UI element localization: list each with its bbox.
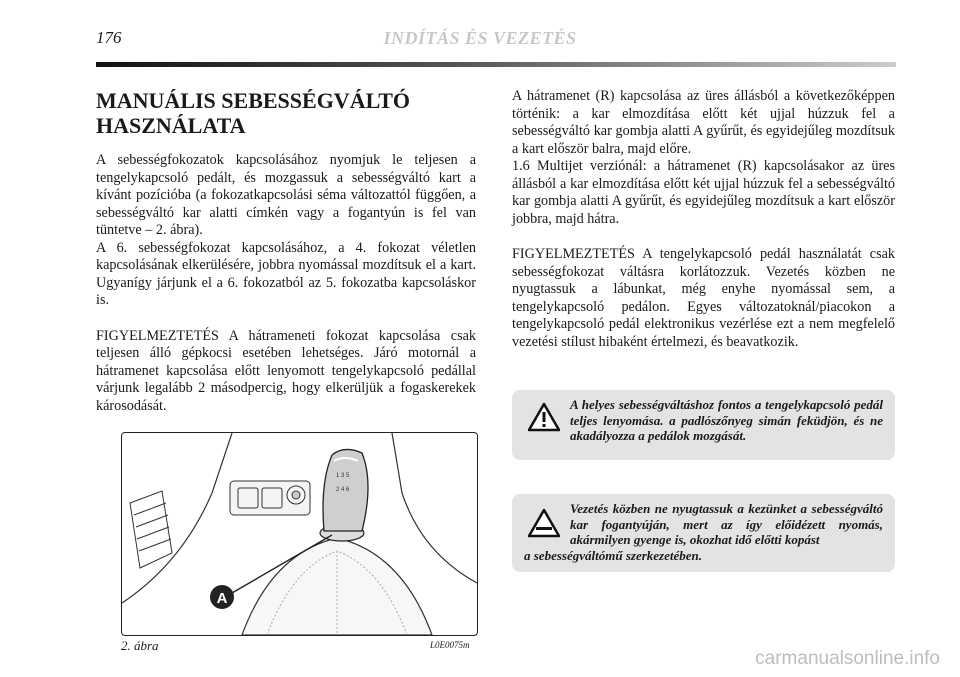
left-paragraph-2: A 6. sebességfokozat kapcsolásához, a 4. fokozat véletlen kapcsolásának elkerülésére, jobbra nyomással mozdítsuk el a kart. Ugyanígy járjunk el a 6. fokozatból az 5. fokozatba kapcsoláskor is.: [96, 239, 476, 308]
page-number: 176: [96, 28, 122, 47]
note-2-text-end: a sebességváltómű szerkezetében.: [524, 547, 703, 563]
svg-text:1 3 5: 1 3 5: [336, 473, 350, 479]
heading-line-1: MANUÁLIS SEBESSÉGVÁLTÓ: [96, 88, 411, 113]
note-2-text: Vezetés közben ne nyugtassuk a kezünket a sebességváltó kar fogantyúján, mert az így előidézett nyomás, akármilyen gyenge is, okozhat idő előtti kopást: [570, 501, 883, 547]
section-heading: [96, 88, 476, 138]
warning-triangle-icon: [528, 402, 560, 432]
right-paragraph-1: A hátramenet (R) kapcsolása az üres állásból a következőképpen történik: a kar elmozdítása előtt két ujjal húzzuk fel a sebességváltó kar gombja alatti A gyűrűt, és egyidejűleg mozdítsuk a kart először balra, majd előre.: [512, 88, 895, 157]
header-rule: [96, 62, 896, 67]
warning-note-clutch: [512, 390, 895, 460]
right-warning-paragraph: FIGYELMEZTETÉS A tengelykapcsoló pedál használatát csak sebességfokozat váltásra korlátozzuk. Vezetés közben ne nyugtassuk a lábunkat, még enyhe nyomással sem, a tengelykapcsoló pedálon. Egyes változatoknál/piacokon a tengelykapcsoló pedál elektronikus vezérlése ezt a nem megfelelő vezetési stílust hibaként értelmezi, és beavatkozik.: [512, 246, 895, 350]
callout-label-a: A: [216, 590, 228, 607]
figure-caption: 2. ábra: [121, 638, 159, 653]
figure-code: L0E0075m: [430, 640, 470, 650]
left-column: [96, 88, 476, 415]
caution-triangle-icon: [528, 508, 560, 538]
gear-lever-illustration: [122, 433, 477, 635]
left-paragraph-1: A sebességfokozatok kapcsolásához nyomjuk le teljesen a tengelykapcsoló pedált, és mozgassuk a sebességváltó kart a kívánt pozícióba (a fokozatkapcsolási séma változattól függően, a sebességváltó kar alatti címkén vagy a fogantyún is fel van tüntetve – 2. ábra).: [96, 152, 476, 238]
running-title: INDÍTÁS ÉS VEZETÉS: [383, 28, 577, 48]
heading-line-2: HASZNÁLATA: [96, 113, 246, 138]
svg-text:2 4 6: 2 4 6: [336, 487, 350, 493]
right-column: [512, 88, 895, 351]
left-warning-paragraph: FIGYELMEZTETÉS A hátrameneti fokozat kapcsolása csak teljesen álló gépkocsi esetében lehetséges. Járó motornál a hátramenet kapcsolása előtt lenyomott tengelykapcsoló pedállal várjunk legalább 2 másodpercig, hogy elkerüljük a fogaskerekek károsodását.: [96, 327, 476, 414]
gear-lever-figure: [121, 432, 478, 636]
warning-note-gearbox: [512, 494, 895, 572]
right-paragraph-2: 1.6 Multijet verziónál: a hátramenet (R) kapcsolásakor az üres állásból a kar elmozdítása előtt két ujjal húzzuk fel a sebességváltó kar gombja alatti A gyűrűt, és egyidejűleg mozdítsuk a kart először jobbra, majd hátra.: [512, 158, 895, 227]
watermark: carmanualsonline.info: [755, 648, 940, 669]
note-1-text: A helyes sebességváltáshoz fontos a tengelykapcsoló pedál teljes lenyomása. a padlószőnyeg simán feküdjön, és ne akadályozza a pedálok mozgását.: [570, 397, 883, 443]
